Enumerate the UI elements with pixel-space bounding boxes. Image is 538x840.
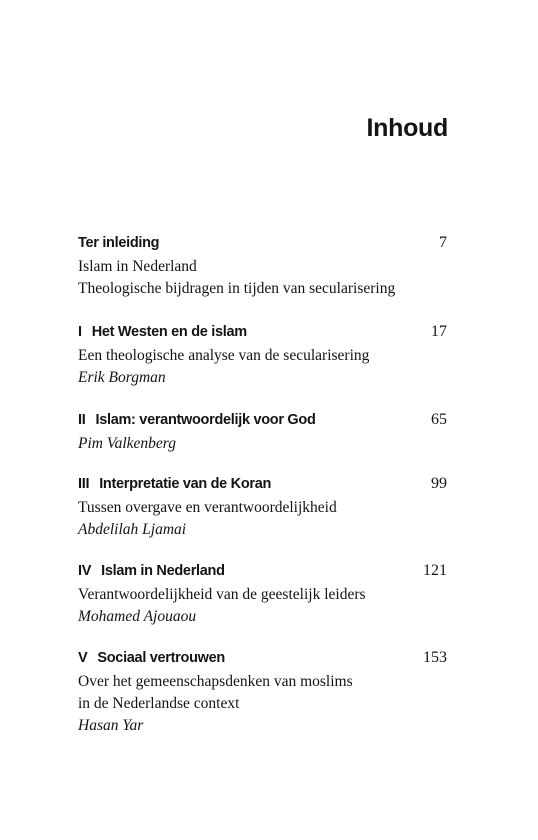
toc-entry-heading — [78, 475, 447, 497]
toc-entry-author: Mohamed Ajouaou — [78, 608, 197, 625]
toc-entry-title: Sociaal vertrouwen — [97, 650, 225, 666]
toc-entry-heading-text — [78, 650, 225, 666]
toc-entry-chapter-1 — [78, 323, 447, 389]
toc-entry-page-number: 7 — [439, 234, 447, 251]
page-title: Inhoud — [366, 114, 448, 142]
toc-entry-heading — [78, 323, 447, 345]
toc-entry-heading — [78, 411, 447, 433]
toc-entry-author: Pim Valkenberg — [78, 435, 176, 452]
toc-entry-chapter-4 — [78, 562, 447, 628]
toc-entry-subtitle: Verantwoordelijkheid van de geestelijk leiders — [78, 586, 366, 603]
toc-entry-heading-text — [78, 476, 271, 492]
toc-entry-heading — [78, 234, 447, 256]
chapter-numeral: V — [78, 650, 88, 666]
toc-entry-chapter-3 — [78, 475, 447, 541]
toc-entry-title: Het Westen en de islam — [91, 324, 247, 340]
toc-entry-title: Islam: verantwoordelijk voor God — [95, 412, 316, 428]
chapter-numeral: I — [78, 324, 82, 340]
toc-entry-author: Hasan Yar — [78, 717, 144, 734]
toc-entry-introduction — [78, 234, 447, 300]
toc-entry-page-number: 17 — [431, 323, 447, 340]
toc-entry-page-number: 99 — [431, 475, 447, 492]
toc-entry-subtitle: Tussen overgave en verantwoordelijkheid — [78, 499, 337, 516]
chapter-numeral: III — [78, 476, 90, 492]
toc-entry-heading — [78, 562, 447, 584]
toc-entry-subtitle: Een theologische analyse van de secularisering — [78, 347, 370, 364]
toc-entry-author: Abdelilah Ljamai — [78, 521, 187, 538]
toc-entry-heading-text — [78, 324, 247, 340]
toc-entry-page-number: 65 — [431, 411, 447, 428]
toc-entry-heading — [78, 649, 447, 671]
table-of-contents — [78, 234, 447, 759]
toc-entry-author: Erik Borgman — [78, 369, 166, 386]
toc-entry-subtitle: Theologische bijdragen in tijden van secularisering — [78, 280, 396, 297]
toc-entry-title: Ter inleiding — [78, 235, 160, 251]
toc-entry-subtitle: Islam in Nederland — [78, 258, 197, 275]
toc-entry-chapter-5 — [78, 649, 447, 737]
chapter-numeral: IV — [78, 563, 92, 579]
toc-entry-title: Islam in Nederland — [101, 563, 225, 579]
toc-entry-heading-text — [78, 412, 316, 428]
toc-entry-title: Interpretatie van de Koran — [99, 476, 272, 492]
toc-entry-subtitle: Over het gemeenschapsdenken van moslims — [78, 673, 353, 690]
chapter-numeral: II — [78, 412, 86, 428]
toc-entry-chapter-2 — [78, 411, 447, 455]
toc-entry-heading-text — [78, 563, 225, 579]
toc-entry-page-number: 121 — [423, 562, 447, 579]
toc-entry-page-number: 153 — [423, 649, 447, 666]
toc-entry-subtitle: in de Nederlandse context — [78, 695, 240, 712]
